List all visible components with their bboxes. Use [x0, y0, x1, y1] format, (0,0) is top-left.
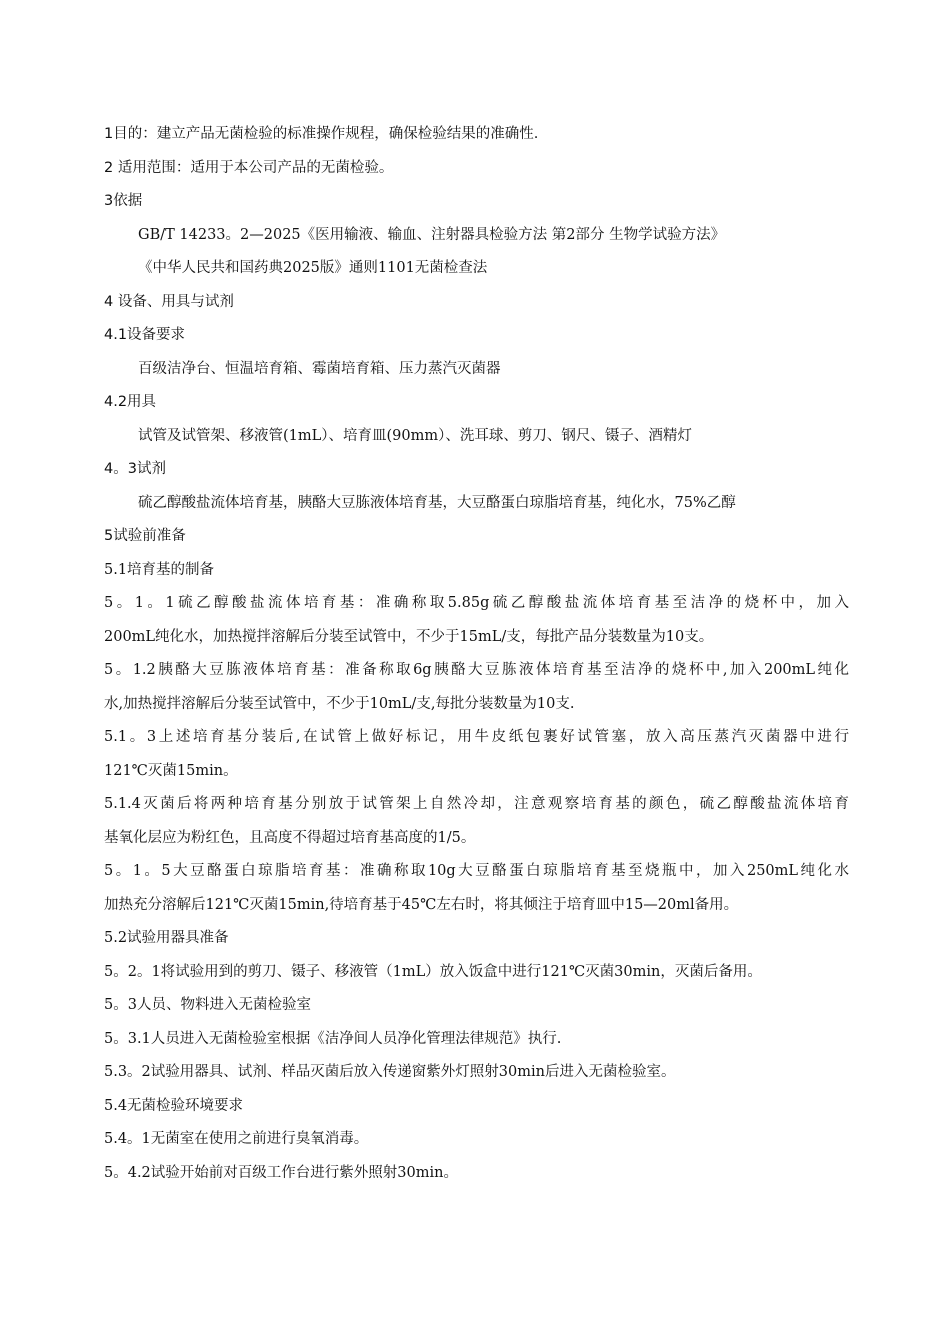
- paragraph-5-3-1: 5。3.1人员进入无菌检验室根据《洁净间人员净化管理法律规范》执行.: [104, 1030, 562, 1047]
- paragraph-5-1-1-line-2: 200mL纯化水，加热搅拌溶解后分装至试管中，不少于15mL/支，每批产品分装数量为10支。: [104, 628, 714, 645]
- paragraph-5-1-4-line-1: 5.1.4灭菌后将两种培育基分别放于试管架上自然冷却，注意观察培育基的颜色，硫乙醇酸盐流体培育: [104, 796, 849, 812]
- paragraph-5-1-4-line-2: 基氧化层应为粉红色，且高度不得超过培育基高度的1/5。: [104, 829, 476, 846]
- section-4-3-heading: 4。3试剂: [104, 461, 166, 477]
- paragraph-5-4-2: 5。4.2试验开始前对百级工作台进行紫外照射30min。: [104, 1164, 458, 1181]
- paragraph-5-1-3-line-2: 121℃灭菌15min。: [104, 762, 238, 779]
- equipment-list: 百级洁净台、恒温培育箱、霉菌培育箱、压力蒸汽灭菌器: [138, 360, 501, 377]
- section-4-2-heading: 4.2用具: [104, 394, 157, 410]
- paragraph-5-1-5-line-1: 5。1。5大豆酪蛋白琼脂培育基：准确称取10g大豆酪蛋白琼脂培育基至烧瓶中，加入250mL纯化水: [104, 863, 849, 879]
- section-5-2-heading: 5.2试验用器具准备: [104, 930, 229, 946]
- section-5-heading: 5试验前准备: [104, 528, 186, 544]
- section-5-4-heading: 5.4无菌检验环境要求: [104, 1097, 244, 1114]
- section-2-scope: 2 适用范围：适用于本公司产品的无菌检验。: [104, 159, 394, 176]
- reagents-list: 硫乙醇酸盐流体培育基，胰酪大豆胨液体培育基，大豆酪蛋白琼脂培育基，纯化水，75%乙醇: [138, 494, 736, 511]
- paragraph-5-1-5-line-2: 加热充分溶解后121℃灭菌15min,待培育基于45℃左右时，将其倾注于培育皿中15—20ml备用。: [104, 896, 739, 913]
- reference-pharmacopoeia: 《中华人民共和国药典2025版》通则1101无菌检查法: [138, 260, 488, 276]
- section-1-purpose: 1目的：建立产品无菌检验的标准操作规程，确保检验结果的准确性.: [104, 126, 539, 142]
- document-body: [104, 118, 849, 1190]
- paragraph-5-1-2-line-1: 5。1.2胰酪大豆胨液体培育基：准备称取6g胰酪大豆胨液体培育基至洁净的烧杯中,加入200mL纯化: [104, 662, 849, 678]
- paragraph-5-1-3-line-1: 5.1。3上述培育基分装后,在试管上做好标记，用牛皮纸包裹好试管塞，放入高压蒸汽灭菌器中进行: [104, 729, 849, 745]
- paragraph-5-1-2-line-2: 水,加热搅拌溶解后分装至试管中，不少于10mL/支,每批分装数量为10支.: [104, 695, 575, 712]
- section-4-1-heading: 4.1设备要求: [104, 327, 186, 343]
- section-5-3-heading: 5。3人员、物料进入无菌检验室: [104, 997, 311, 1013]
- tools-list: 试管及试管架、移液管(1mL）、培育皿(90mm）、洗耳球、剪刀、钢尺、镊子、酒精灯: [138, 427, 692, 444]
- paragraph-5-1-1-line-1: 5。1。1硫乙醇酸盐流体培育基：准确称取5.85g硫乙醇酸盐流体培育基至洁净的烧杯中，加入: [104, 595, 849, 611]
- section-4-heading: 4 设备、用具与试剂: [104, 293, 234, 310]
- paragraph-5-2-1: 5。2。1将试验用到的剪刀、镊子、移液管（1mL）放入饭盒中进行121℃灭菌30min，灭菌后备用。: [104, 963, 762, 980]
- paragraph-5-3-2: 5.3。2试验用器具、试剂、样品灭菌后放入传递窗紫外灯照射30min后进入无菌检验室。: [104, 1064, 676, 1080]
- section-3-heading: 3依据: [104, 193, 143, 209]
- paragraph-5-4-1: 5.4。1无菌室在使用之前进行臭氧消毒。: [104, 1131, 369, 1147]
- reference-gbt-14233: GB/T 14233。2—2025《医用输液、输血、注射器具检验方法 第2部分 生物学试验方法》: [138, 226, 726, 243]
- section-5-1-heading: 5.1培育基的制备: [104, 561, 215, 578]
